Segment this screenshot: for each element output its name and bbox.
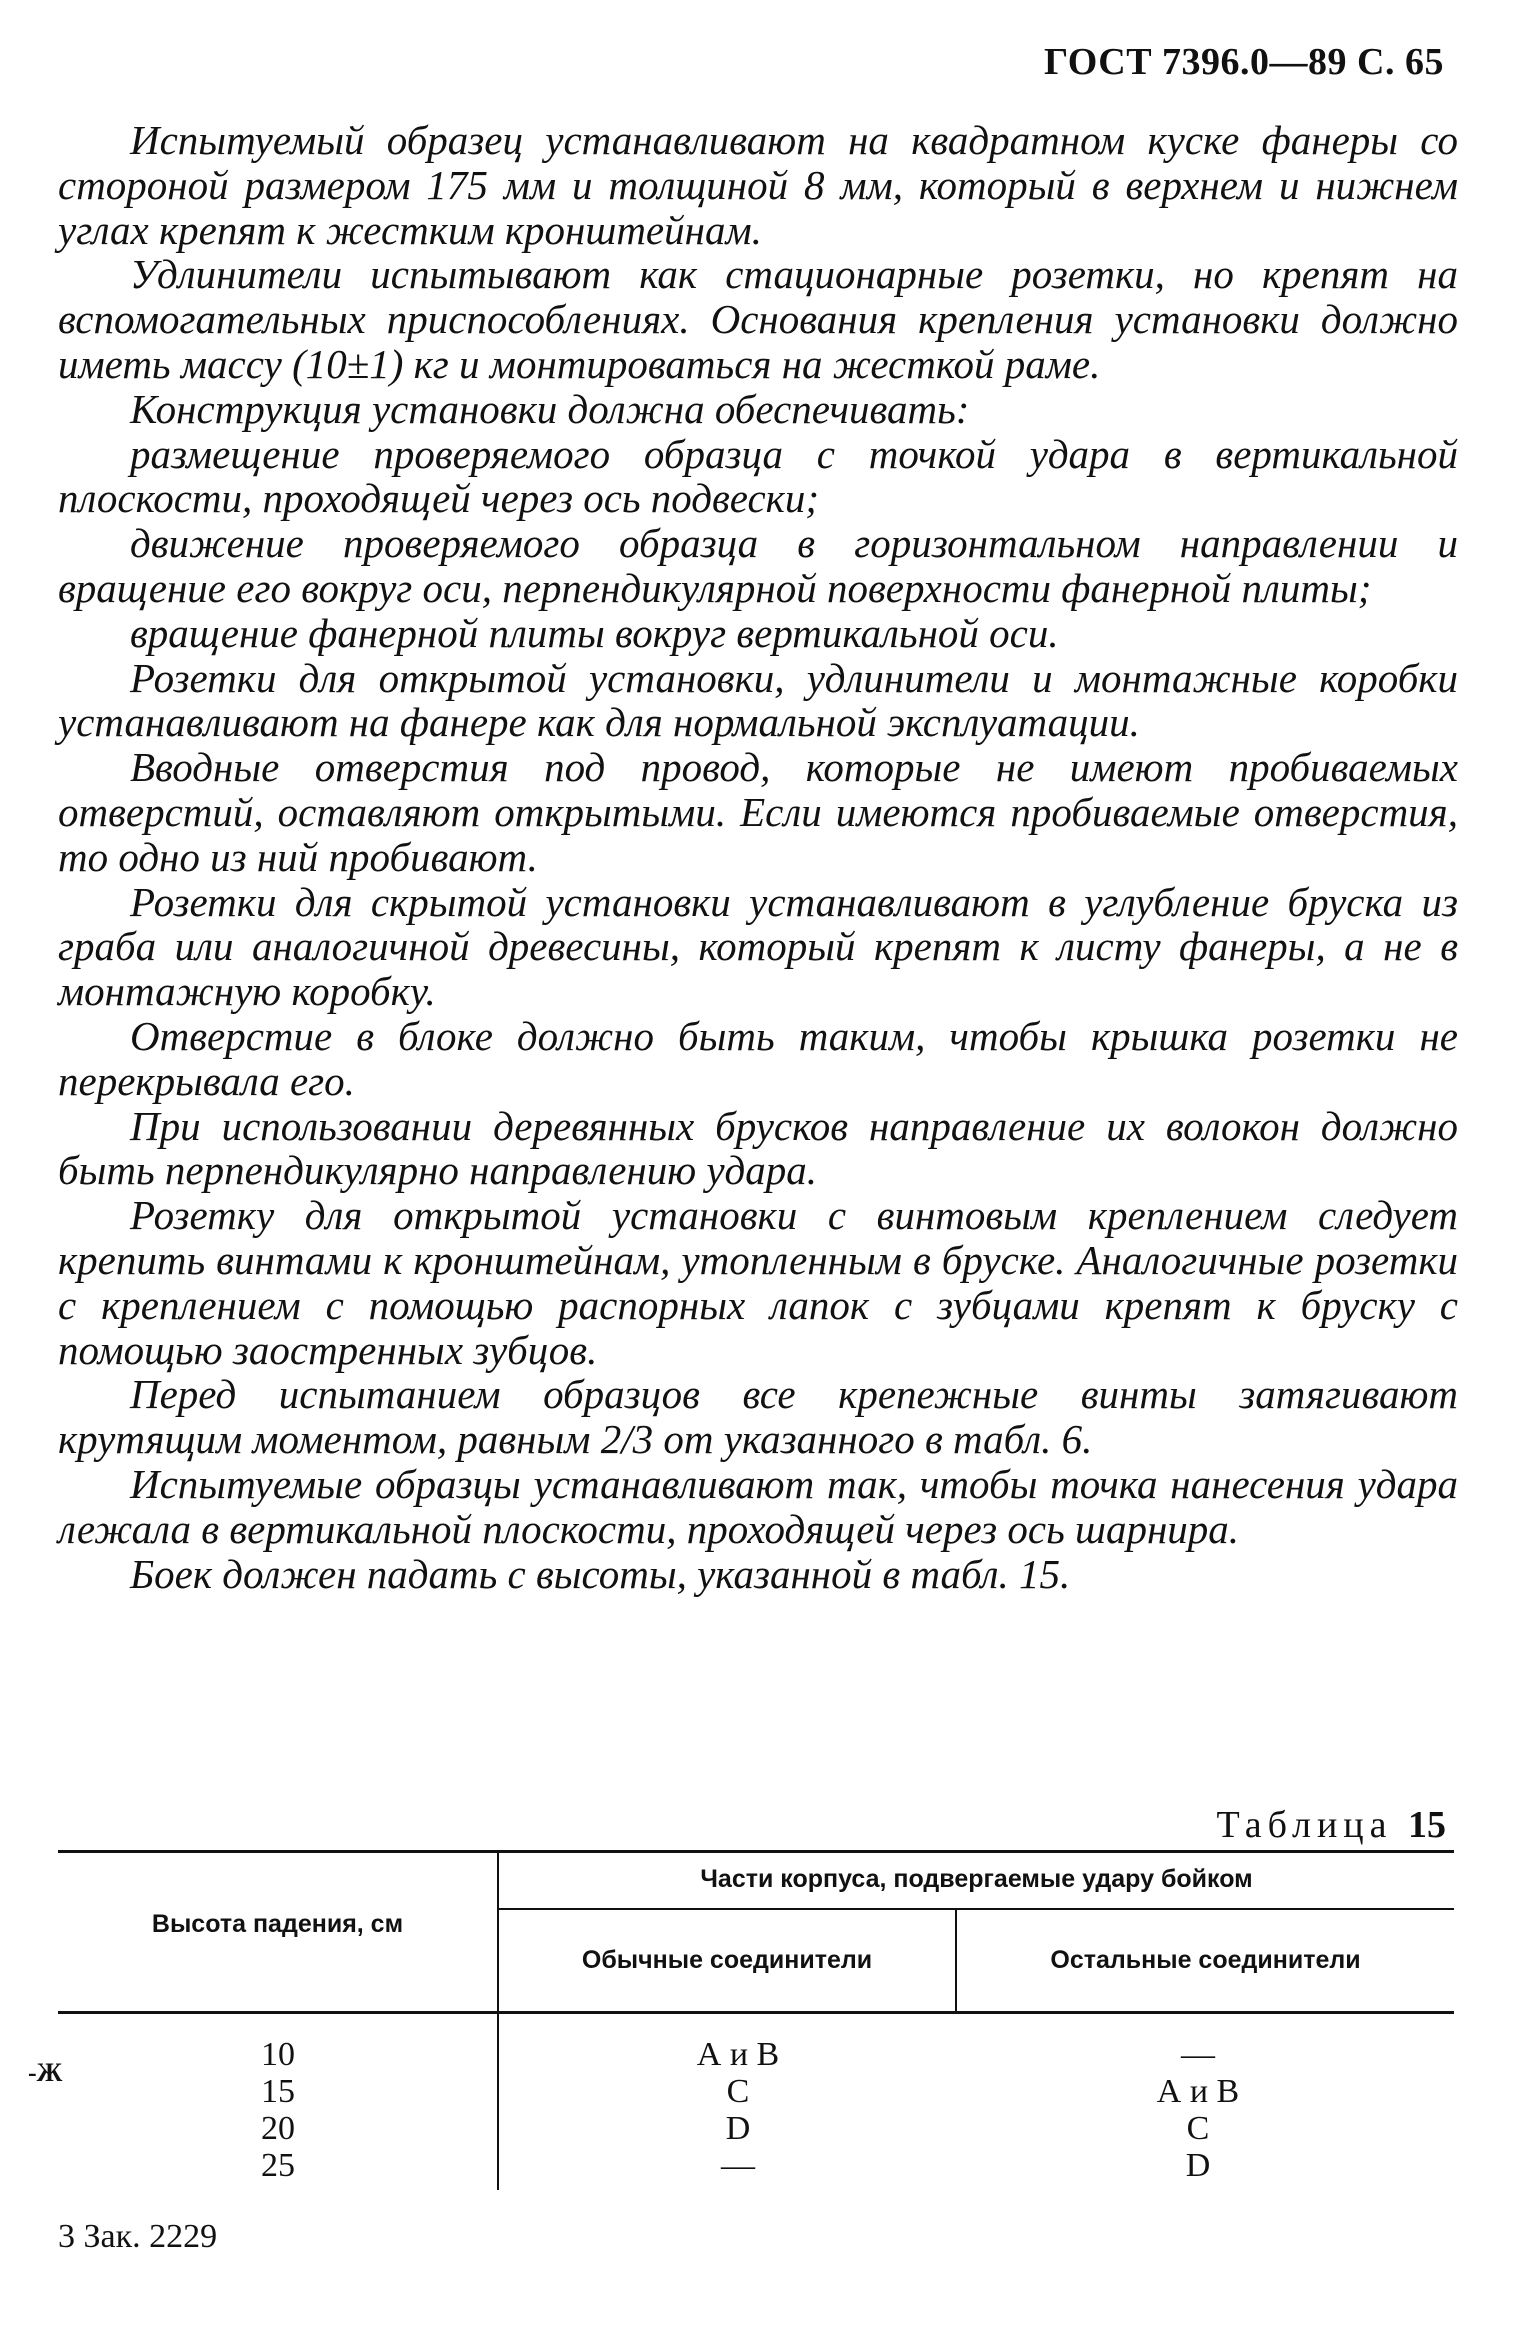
paragraph: Конструкция установки должна обеспечивать: (130, 385, 970, 432)
table-title-number: 15 (1408, 1804, 1446, 1846)
page-header: ГОСТ 7396.0—89 С. 65 (1044, 41, 1444, 83)
paragraph: Удлинители испытывают как стационарные розетки, но крепят на вспомогательных приспособлениях. Основания крепления установки должно иметь массу (10±1) кг и монтироваться на жесткой раме. (58, 251, 1458, 387)
table-group-rule (498, 1908, 1454, 1910)
table-top-rule (58, 1850, 1454, 1853)
ordinary-cell: — (721, 2147, 755, 2184)
table-title-word: Таблица (1216, 1804, 1393, 1846)
paragraph: Испытуемый образец устанавливают на квадратном куске фанеры со стороной размером 175 мм и толщиной 8 мм, который в верхнем и нижнем углах крепят к жестким кронштейнам. (58, 117, 1458, 253)
ordinary-cell: С (726, 2073, 750, 2110)
paragraph: Вводные отверстия под провод, которые не имеют пробиваемых отверстий, оставляют открытыми. Если имеются пробиваемые отверстия, то одно из ний пробивают. (58, 744, 1458, 880)
paragraph: размещение проверяемого образца с точкой удара в вертикальной плоскости, проходящей через ось подвески; (58, 430, 1458, 522)
ordinary-cell: А и В (696, 2036, 780, 2073)
header-col-ordinary: Обычные соединители (581, 1946, 873, 1974)
paragraph: Розетку для открытой установки с винтовым креплением следует крепить винтами к кронштейнам, утопленным в бруске. Аналогичные розетки с креплением с помощью распорных лапок с зубцами крепят к бруску с помощью заостренных зубцов. (58, 1192, 1458, 1373)
paragraph: Боек должен падать с высоты, указанной в табл. 15. (130, 1550, 1071, 1597)
other-cell: — (1181, 2036, 1215, 2073)
page-footer: 3 Зак. 2229 (58, 2218, 218, 2255)
body-text (58, 118, 1458, 1596)
ordinary-cell: D (725, 2110, 751, 2147)
header-group: Части корпуса, подвергаемые удару бойком (700, 1865, 1253, 1893)
paragraph: движение проверяемого образца в горизонтальном направлении и вращение его вокруг оси, перпендикулярной поверхности фанерной плиты; (58, 520, 1458, 611)
height-cell: 25 (261, 2147, 295, 2184)
paragraph: Розетки для скрытой установки устанавливают в углубление бруска из граба или аналогичной древесины, который крепят к листу фанеры, а не в монтажную коробку. (58, 878, 1458, 1015)
paragraph: вращение фанерной плиты вокруг вертикальной оси. (130, 609, 1059, 656)
other-cell: С (1186, 2110, 1210, 2147)
paragraph: При использовании деревянных брусков направление их волокон должно быть перпендикулярно направлению удара. (58, 1102, 1458, 1194)
height-cell: 20 (261, 2110, 295, 2147)
paragraph: Испытуемые образцы устанавливают так, чтобы точка нанесения удара лежала в вертикальной плоскости, проходящей через ось шарнира. (58, 1460, 1458, 1552)
table-col-divider-1 (497, 1850, 499, 2190)
header-col-other: Остальные соединители (1050, 1946, 1361, 1974)
paragraph: Розетки для открытой установки, удлинители и монтажные коробки устанавливают на фанере как для нормальной эксплуатации. (58, 654, 1458, 746)
header-height: Высота падения, см (151, 1910, 404, 1938)
height-cell: 15 (261, 2073, 295, 2110)
table-header-bottom-rule (58, 2011, 1454, 2014)
other-cell: А и В (1156, 2073, 1240, 2110)
paragraph: Перед испытанием образцов все крепежные винты затягивают крутящим моментом, равным 2/3 от указанного в табл. 6. (58, 1371, 1458, 1463)
paragraph: Отверстие в блоке должно быть таким, чтобы крышка розетки не перекрывала его. (58, 1012, 1458, 1104)
height-cell: 10 (261, 2036, 295, 2073)
table-title (1216, 1803, 1446, 1847)
other-cell: D (1185, 2147, 1211, 2184)
margin-mark: -Ж (28, 2058, 63, 2087)
drop-height-table (58, 1850, 1454, 2190)
